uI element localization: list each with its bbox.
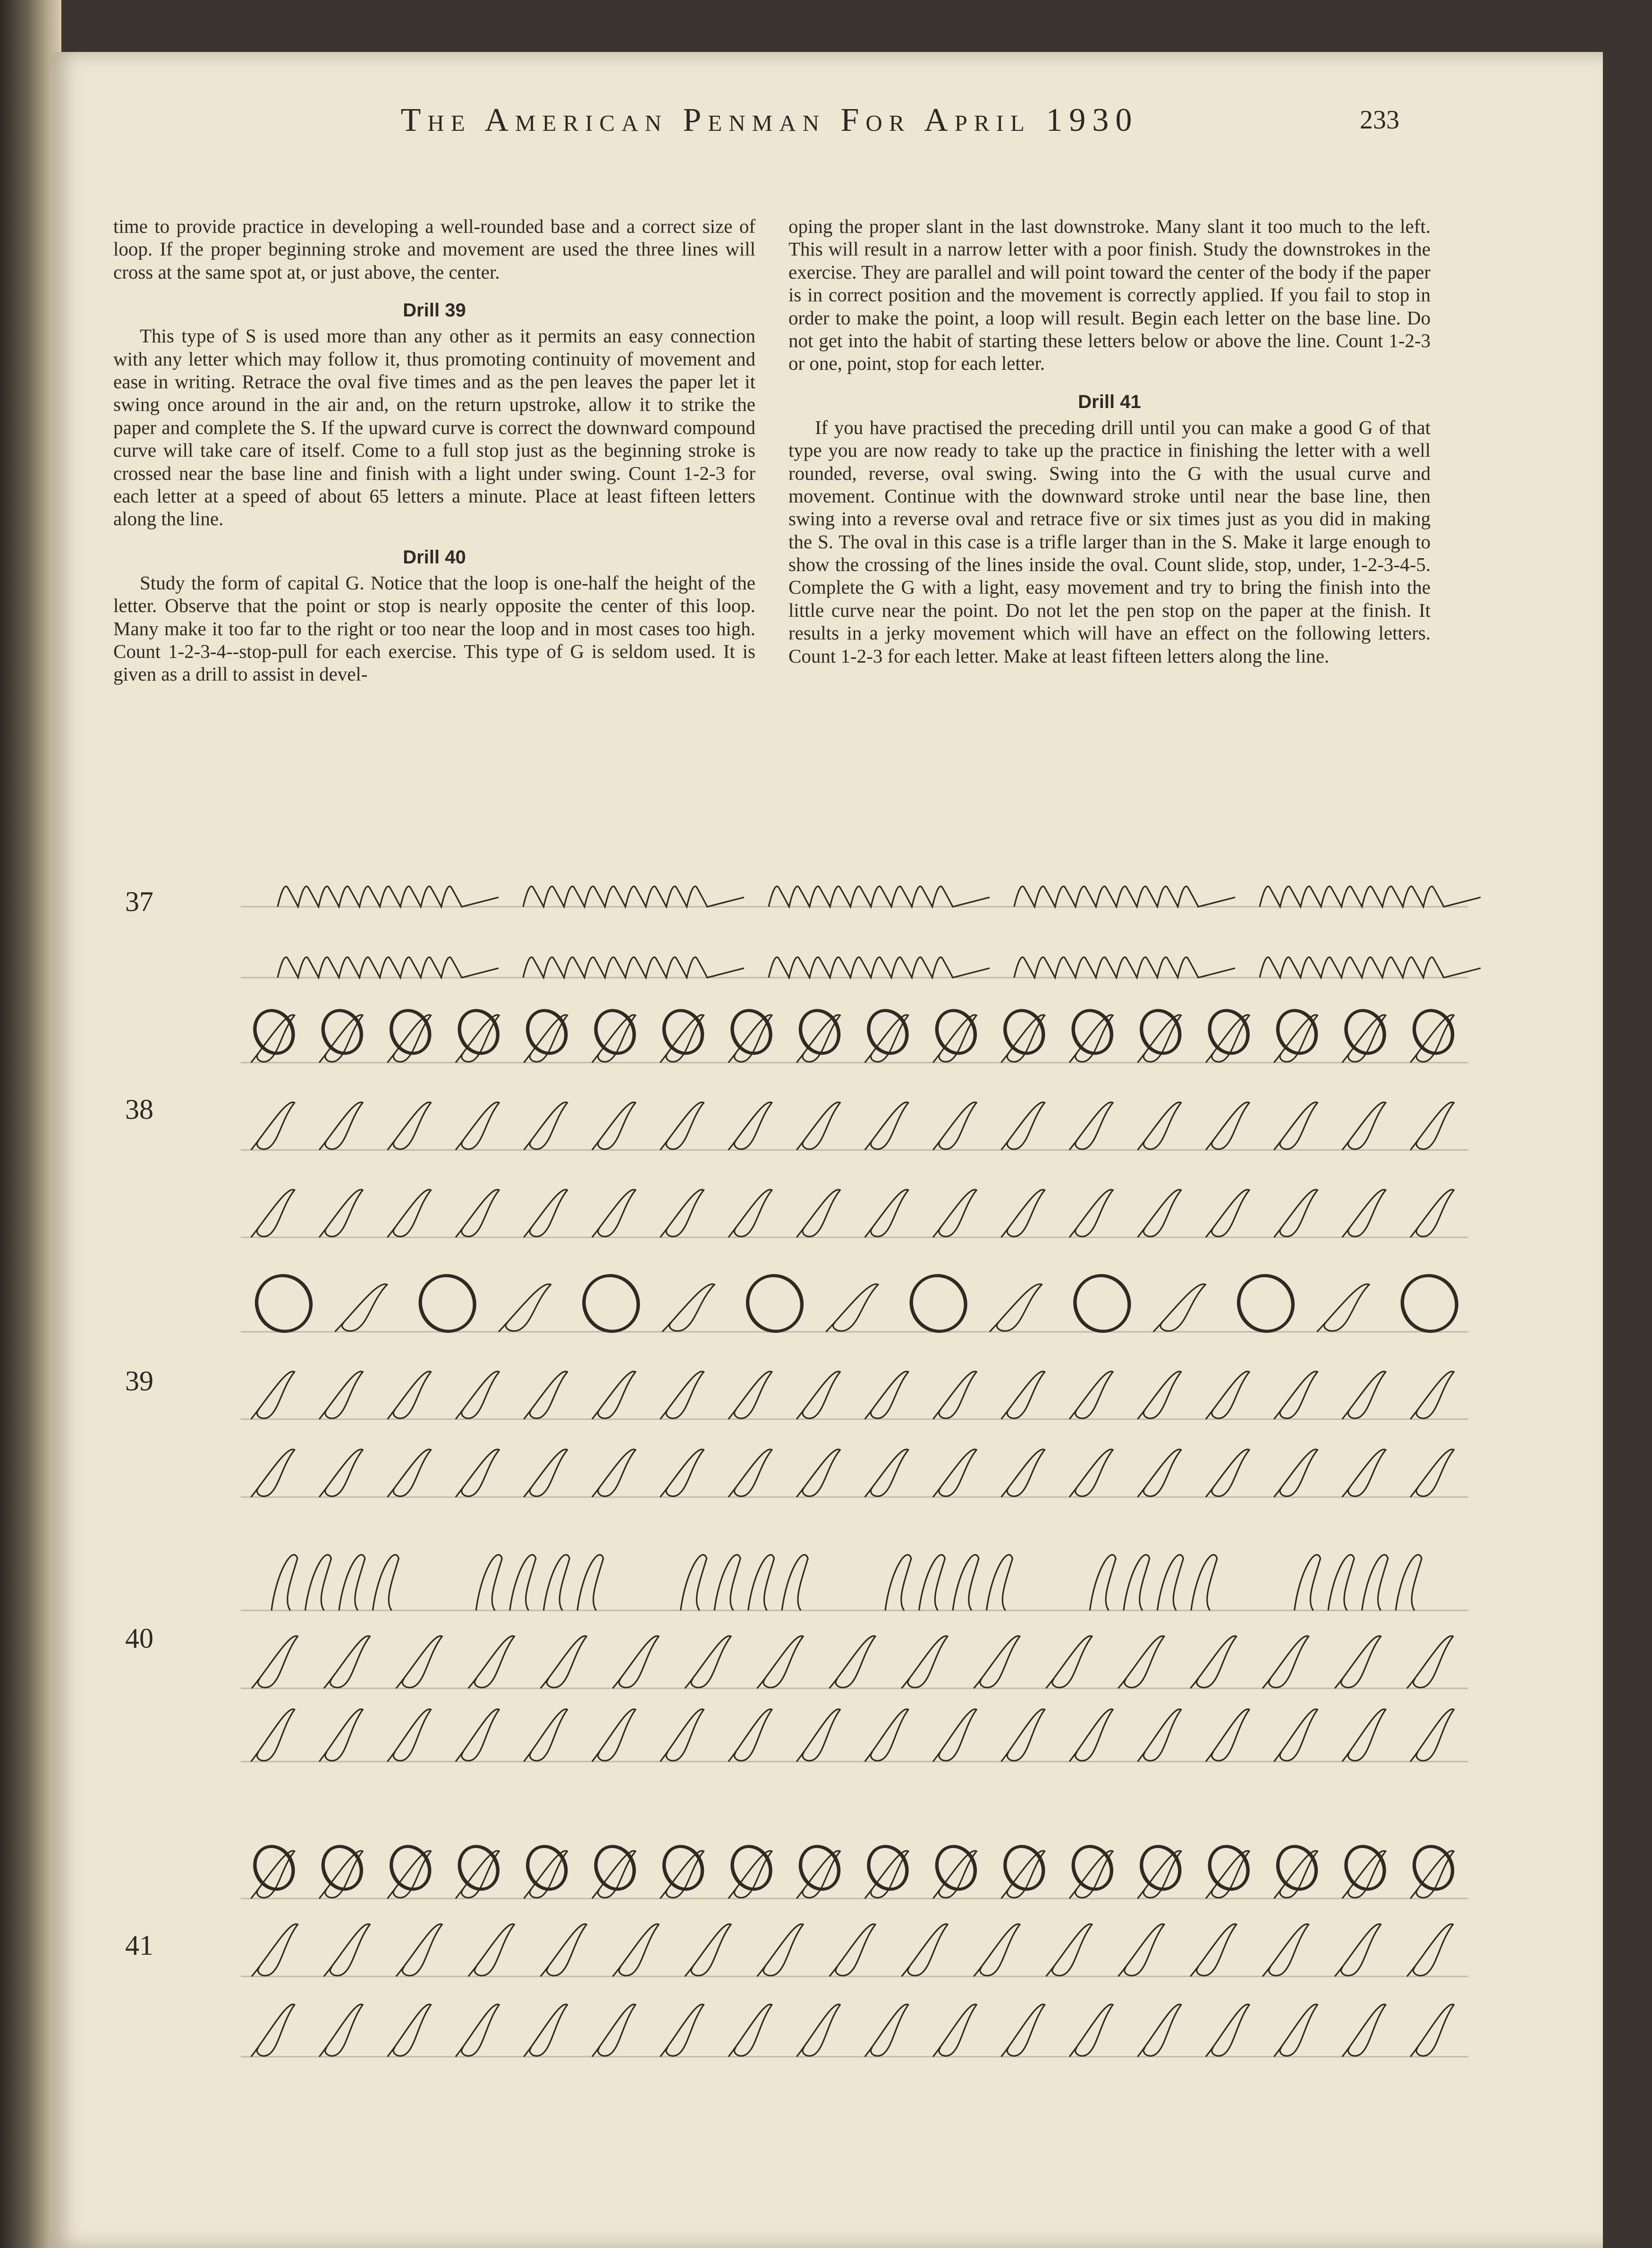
script-line xyxy=(241,1266,1468,1346)
cursive-letter xyxy=(1410,1371,1454,1419)
script-line xyxy=(241,1910,1468,1991)
drill-40-text: Study the form of capital G. Notice that the loop is one-half the height of the letter. Observe that the point or stop is nearly opposite the center of this loop. Many make it too far to the right or too near the loop and in most cases too high. Count 1-2-3-4--stop-pull for each exercise. This type of G is seldom used. It is given as a drill to assist in devel- xyxy=(113,571,755,685)
cursive-letter xyxy=(1137,1449,1181,1497)
cursive-letter xyxy=(499,1284,551,1332)
drill-41-text: If you have practised the preceding drill until you can make a good G of that type you are now ready to take up the practice in finishing the letter with a well rounded, reverse, oval swing. Swing into the G with the usual curve and movement. Continue with the downward stroke until near the base line, then swing into a reverse oval and retrace five or six times just as you did in making the S. The oval in this case is a trifle larger than in the S. Make it large enough to show the crossing of the lines inside the oval. Count slide, stop, under, 1-2-3-4-5. Complete the G with a light, easy movement and try to bring the finish into the little curve near the point. Do not let the pen stop on the paper at the finish. It results in a jerky movement which will have an effect on the following letters. Count 1-2-3 for each letter. Make at least fifteen letters along the line. xyxy=(788,416,1431,667)
drill-40-heading: Drill 40 xyxy=(403,546,466,568)
script-line xyxy=(241,1084,1468,1164)
cursive-letter xyxy=(1206,1371,1249,1419)
cursive-letter xyxy=(660,1190,703,1237)
cursive-letter xyxy=(1391,1265,1468,1342)
cursive-letter xyxy=(1410,1449,1454,1497)
cursive-letter xyxy=(757,1636,804,1688)
cursive-letter xyxy=(1270,1839,1324,1899)
cursive-row-icon xyxy=(241,1910,1468,1991)
cursive-letter xyxy=(409,1265,486,1342)
cursive-letter xyxy=(1274,1449,1317,1497)
cursive-letter xyxy=(1295,1555,1422,1610)
cursive-letter xyxy=(769,886,990,907)
cursive-letter xyxy=(319,1371,363,1419)
cursive-letter xyxy=(1338,1839,1392,1899)
cursive-letter xyxy=(588,1003,642,1063)
cursive-row-icon xyxy=(241,911,1468,992)
cursive-letter xyxy=(592,1190,635,1237)
cursive-letter xyxy=(451,1839,506,1899)
cursive-letter xyxy=(541,1924,587,1976)
cursive-letter xyxy=(929,1003,983,1063)
cursive-letter xyxy=(997,1839,1051,1899)
cursive-letter xyxy=(792,1003,847,1063)
cursive-letter xyxy=(456,2004,499,2057)
cursive-letter xyxy=(1133,1003,1187,1063)
cursive-letter xyxy=(685,1924,731,1976)
cursive-letter xyxy=(737,1265,813,1342)
cursive-letter xyxy=(1407,1636,1453,1688)
cursive-letter xyxy=(929,1839,983,1899)
script-line xyxy=(241,1695,1468,1776)
cursive-row-icon xyxy=(241,996,1468,1077)
cursive-letter xyxy=(1069,1709,1113,1762)
cursive-letter xyxy=(524,2004,567,2057)
cursive-letter xyxy=(861,1839,915,1899)
drill-39-text: This type of S is used more than any other as it permits an easy connection with any letter which may follow it, thus promoting continuity of movement and ease in writing. Retrace the oval five times and as the pen leaves the paper let it swing once around in the air and, on the return upstroke, allow it to strike the paper and complete the S. If the upward curve is correct the downward compound curve will take care of itself. Come to a full stop just as the beginning stroke is crossed near the base line and finish with a light under swing. Count 1-2-3 for each letter at a speed of about 65 letters a minute. Place at least fifteen letters along the line. xyxy=(113,325,755,530)
cursive-letter xyxy=(656,1003,710,1063)
cursive-letter xyxy=(523,886,744,907)
left-column xyxy=(113,215,755,686)
cursive-letter xyxy=(1133,1839,1187,1899)
cursive-letter xyxy=(796,1371,840,1419)
cursive-letter xyxy=(865,1190,908,1237)
cursive-letter xyxy=(1064,1265,1141,1342)
cursive-row-icon xyxy=(241,1622,1468,1703)
cursive-letter xyxy=(865,1371,908,1419)
cursive-letter xyxy=(885,1555,1013,1610)
cursive-letter xyxy=(933,2004,976,2057)
cursive-letter xyxy=(523,957,744,978)
script-line xyxy=(241,1832,1468,1913)
cursive-letter xyxy=(1317,1284,1369,1332)
cursive-letter xyxy=(592,1371,635,1419)
cursive-letter xyxy=(1090,1555,1217,1610)
cursive-letter xyxy=(524,1190,567,1237)
cursive-letter xyxy=(933,1449,976,1497)
script-line xyxy=(241,1622,1468,1703)
cursive-letter xyxy=(974,1636,1020,1688)
cursive-row-icon xyxy=(241,1266,1468,1346)
cursive-letter xyxy=(685,1636,731,1688)
cursive-row-icon xyxy=(241,1832,1468,1913)
cursive-letter xyxy=(1274,1102,1317,1150)
cursive-letter xyxy=(319,1102,363,1150)
cursive-letter xyxy=(524,1449,567,1497)
cursive-letter xyxy=(388,2004,431,2057)
cursive-letter xyxy=(1262,1924,1309,1976)
script-line xyxy=(241,1353,1468,1433)
cursive-letter xyxy=(796,1709,840,1762)
cursive-letter xyxy=(1410,1102,1454,1150)
cursive-letter xyxy=(660,2004,703,2057)
page-number: 233 xyxy=(1360,105,1399,135)
cursive-letter xyxy=(1342,1449,1386,1497)
exercise-number: 40 xyxy=(125,1623,153,1654)
cursive-letter xyxy=(1001,2004,1045,2057)
cursive-letter xyxy=(319,2004,363,2057)
cursive-letter xyxy=(573,1265,650,1342)
cursive-letter xyxy=(246,1265,322,1342)
cursive-letter xyxy=(524,1709,567,1762)
cursive-letter xyxy=(1001,1449,1045,1497)
cursive-letter xyxy=(796,1102,840,1150)
cursive-letter xyxy=(724,1003,779,1063)
right-column xyxy=(788,215,1431,667)
cursive-letter xyxy=(1410,1709,1454,1762)
cursive-letter xyxy=(1274,1371,1317,1419)
cursive-letter xyxy=(826,1284,878,1332)
script-line xyxy=(241,911,1468,992)
cursive-letter xyxy=(388,1709,431,1762)
cursive-letter xyxy=(1001,1190,1045,1237)
cursive-row-icon xyxy=(241,1353,1468,1433)
exercise-number: 41 xyxy=(125,1930,153,1961)
cursive-letter xyxy=(1228,1265,1304,1342)
cursive-letter xyxy=(247,1839,301,1899)
cursive-row-icon xyxy=(241,1544,1468,1625)
cursive-letter xyxy=(1190,1636,1237,1688)
cursive-letter xyxy=(388,1190,431,1237)
script-line xyxy=(241,1544,1468,1625)
cursive-letter xyxy=(729,1709,772,1762)
cursive-letter xyxy=(933,1102,976,1150)
cursive-letter xyxy=(278,886,499,907)
exercise-number: 38 xyxy=(125,1094,153,1125)
cursive-letter xyxy=(1137,1102,1181,1150)
exercise-number: 39 xyxy=(125,1365,153,1396)
cursive-letter xyxy=(524,1102,567,1150)
cursive-letter xyxy=(456,1102,499,1150)
cursive-letter xyxy=(1001,1371,1045,1419)
cursive-letter xyxy=(792,1839,847,1899)
cursive-letter xyxy=(315,1839,369,1899)
cursive-letter xyxy=(1206,1709,1249,1762)
cursive-letter xyxy=(757,1924,804,1976)
drill-41-heading: Drill 41 xyxy=(1078,391,1141,412)
cursive-letter xyxy=(1202,1003,1256,1063)
cursive-letter xyxy=(1342,1190,1386,1237)
cursive-letter xyxy=(865,2004,908,2057)
cursive-letter xyxy=(613,1924,659,1976)
script-line xyxy=(241,1171,1468,1252)
cursive-letter xyxy=(1270,1003,1324,1063)
cursive-letter xyxy=(1407,1924,1453,1976)
cursive-letter xyxy=(1406,1839,1460,1899)
cursive-letter xyxy=(724,1839,779,1899)
cursive-letter xyxy=(271,1555,399,1610)
cursive-letter xyxy=(861,1003,915,1063)
cursive-letter xyxy=(1342,1709,1386,1762)
cursive-letter xyxy=(456,1190,499,1237)
cursive-letter xyxy=(252,1636,298,1688)
cursive-letter xyxy=(990,1284,1042,1332)
cursive-letter xyxy=(592,1102,635,1150)
cursive-letter xyxy=(1014,886,1235,907)
cursive-letter xyxy=(660,1709,703,1762)
cursive-letter xyxy=(1118,1924,1164,1976)
cursive-letter xyxy=(865,1709,908,1762)
cursive-letter xyxy=(1046,1924,1092,1976)
cursive-letter xyxy=(1274,1709,1317,1762)
cursive-letter xyxy=(251,1190,295,1237)
cursive-letter xyxy=(468,1924,514,1976)
cursive-letter xyxy=(796,1449,840,1497)
cursive-letter xyxy=(1001,1102,1045,1150)
cursive-row-icon xyxy=(241,1084,1468,1164)
cursive-letter xyxy=(247,1003,301,1063)
cursive-letter xyxy=(1065,1839,1119,1899)
cursive-letter xyxy=(388,1449,431,1497)
cursive-letter xyxy=(974,1924,1020,1976)
cursive-letter xyxy=(729,1190,772,1237)
cursive-letter xyxy=(319,1190,363,1237)
cursive-letter xyxy=(1046,1636,1092,1688)
cursive-letter xyxy=(1069,1449,1113,1497)
cursive-letter xyxy=(396,1924,442,1976)
cursive-letter xyxy=(1206,2004,1249,2057)
cursive-letter xyxy=(1202,1839,1256,1899)
cursive-letter xyxy=(1335,1636,1381,1688)
cursive-letter xyxy=(1137,1709,1181,1762)
cursive-letter xyxy=(1069,1371,1113,1419)
cursive-letter xyxy=(656,1839,710,1899)
cursive-letter xyxy=(729,1449,772,1497)
cursive-letter xyxy=(1065,1003,1119,1063)
cursive-letter xyxy=(1260,886,1481,907)
cursive-letter xyxy=(900,1265,977,1342)
script-line xyxy=(241,841,1468,921)
cursive-letter xyxy=(251,2004,295,2057)
cursive-row-icon xyxy=(241,1695,1468,1776)
cursive-letter xyxy=(588,1839,642,1899)
cursive-letter xyxy=(388,1371,431,1419)
cursive-letter xyxy=(729,1371,772,1419)
cursive-letter xyxy=(1014,957,1235,978)
cursive-letter xyxy=(769,957,990,978)
cursive-row-icon xyxy=(241,1991,1468,2071)
script-line xyxy=(241,1991,1468,2071)
cursive-letter xyxy=(1190,1924,1237,1976)
cursive-letter xyxy=(1137,1371,1181,1419)
cursive-letter xyxy=(278,957,499,978)
cursive-letter xyxy=(997,1003,1051,1063)
cursive-letter xyxy=(383,1003,438,1063)
cursive-letter xyxy=(729,2004,772,2057)
cursive-letter xyxy=(1153,1284,1206,1332)
cursive-letter xyxy=(901,1924,948,1976)
cursive-letter xyxy=(865,1449,908,1497)
cursive-letter xyxy=(388,1102,431,1150)
cursive-letter xyxy=(865,1102,908,1150)
cursive-letter xyxy=(1001,1709,1045,1762)
cursive-letter xyxy=(1410,1190,1454,1237)
cursive-letter xyxy=(1338,1003,1392,1063)
cursive-letter xyxy=(319,1449,363,1497)
cursive-letter xyxy=(613,1636,659,1688)
cursive-letter xyxy=(468,1636,514,1688)
cursive-letter xyxy=(1069,1190,1113,1237)
cursive-letter xyxy=(456,1709,499,1762)
cursive-letter xyxy=(660,1102,703,1150)
cursive-letter xyxy=(324,1924,370,1976)
script-line xyxy=(241,1431,1468,1511)
cursive-letter xyxy=(662,1284,715,1332)
cursive-row-icon xyxy=(241,841,1468,921)
cursive-letter xyxy=(319,1709,363,1762)
cursive-letter xyxy=(1342,2004,1386,2057)
cursive-letter xyxy=(681,1555,808,1610)
drill-39-heading: Drill 39 xyxy=(403,300,466,321)
cursive-letter xyxy=(592,1449,635,1497)
cursive-letter xyxy=(1206,1102,1249,1150)
cursive-letter xyxy=(1137,1190,1181,1237)
cursive-letter xyxy=(324,1636,370,1688)
cursive-letter xyxy=(901,1636,948,1688)
cursive-letter xyxy=(541,1636,587,1688)
running-head: The American Penman For April 1930 xyxy=(400,102,1139,138)
cursive-letter xyxy=(829,1636,875,1688)
script-line xyxy=(241,996,1468,1077)
cursive-letter xyxy=(519,1003,574,1063)
cursive-letter xyxy=(1410,2004,1454,2057)
cursive-letter xyxy=(519,1839,574,1899)
continued-paragraph: oping the proper slant in the last downstroke. Many slant it too much to the left. This will result in a narrow letter with a poor finish. Study the downstrokes in the exercise. They are parallel and will point toward the center of the body if the paper is in correct position and the movement is correctly applied. If you fail to stop in order to make the point, a loop will result. Begin each letter on the base line. Do not get into the habit of starting these letters below or above the line. Count 1-2-3 or one, point, stop for each letter. xyxy=(788,215,1431,375)
cursive-letter xyxy=(660,1449,703,1497)
cursive-letter xyxy=(451,1003,506,1063)
cursive-letter xyxy=(796,2004,840,2057)
cursive-letter xyxy=(829,1924,875,1976)
cursive-letter xyxy=(1118,1636,1164,1688)
cursive-letter xyxy=(456,1371,499,1419)
cursive-letter xyxy=(1406,1003,1460,1063)
cursive-letter xyxy=(315,1003,369,1063)
cursive-letter xyxy=(383,1839,438,1899)
cursive-letter xyxy=(933,1371,976,1419)
cursive-letter xyxy=(1137,2004,1181,2057)
cursive-row-icon xyxy=(241,1431,1468,1511)
cursive-letter xyxy=(660,1371,703,1419)
cursive-letter xyxy=(251,1371,295,1419)
cursive-letter xyxy=(592,1709,635,1762)
intro-paragraph: time to provide practice in developing a well-rounded base and a correct size of loop. If the proper beginning stroke and movement are used the three lines will cross at the same spot at, or just above, the center. xyxy=(113,215,755,283)
cursive-letter xyxy=(251,1449,295,1497)
cursive-letter xyxy=(1262,1636,1309,1688)
cursive-letter xyxy=(252,1924,298,1976)
cursive-letter xyxy=(335,1284,387,1332)
cursive-letter xyxy=(476,1555,603,1610)
cursive-row-icon xyxy=(241,1171,1468,1252)
cursive-letter xyxy=(1206,1190,1249,1237)
cursive-letter xyxy=(796,1190,840,1237)
cursive-letter xyxy=(592,2004,635,2057)
cursive-letter xyxy=(251,1102,295,1150)
exercise-number: 37 xyxy=(125,886,153,917)
cursive-letter xyxy=(1342,1102,1386,1150)
cursive-letter xyxy=(1274,2004,1317,2057)
cursive-letter xyxy=(933,1190,976,1237)
cursive-letter xyxy=(1335,1924,1381,1976)
cursive-letter xyxy=(933,1709,976,1762)
cursive-letter xyxy=(1342,1371,1386,1419)
cursive-letter xyxy=(251,1709,295,1762)
cursive-letter xyxy=(1069,2004,1113,2057)
cursive-letter xyxy=(1206,1449,1249,1497)
cursive-letter xyxy=(524,1371,567,1419)
cursive-letter xyxy=(1069,1102,1113,1150)
cursive-letter xyxy=(456,1449,499,1497)
cursive-letter xyxy=(396,1636,442,1688)
cursive-letter xyxy=(729,1102,772,1150)
cursive-letter xyxy=(1260,957,1481,978)
cursive-letter xyxy=(1274,1190,1317,1237)
